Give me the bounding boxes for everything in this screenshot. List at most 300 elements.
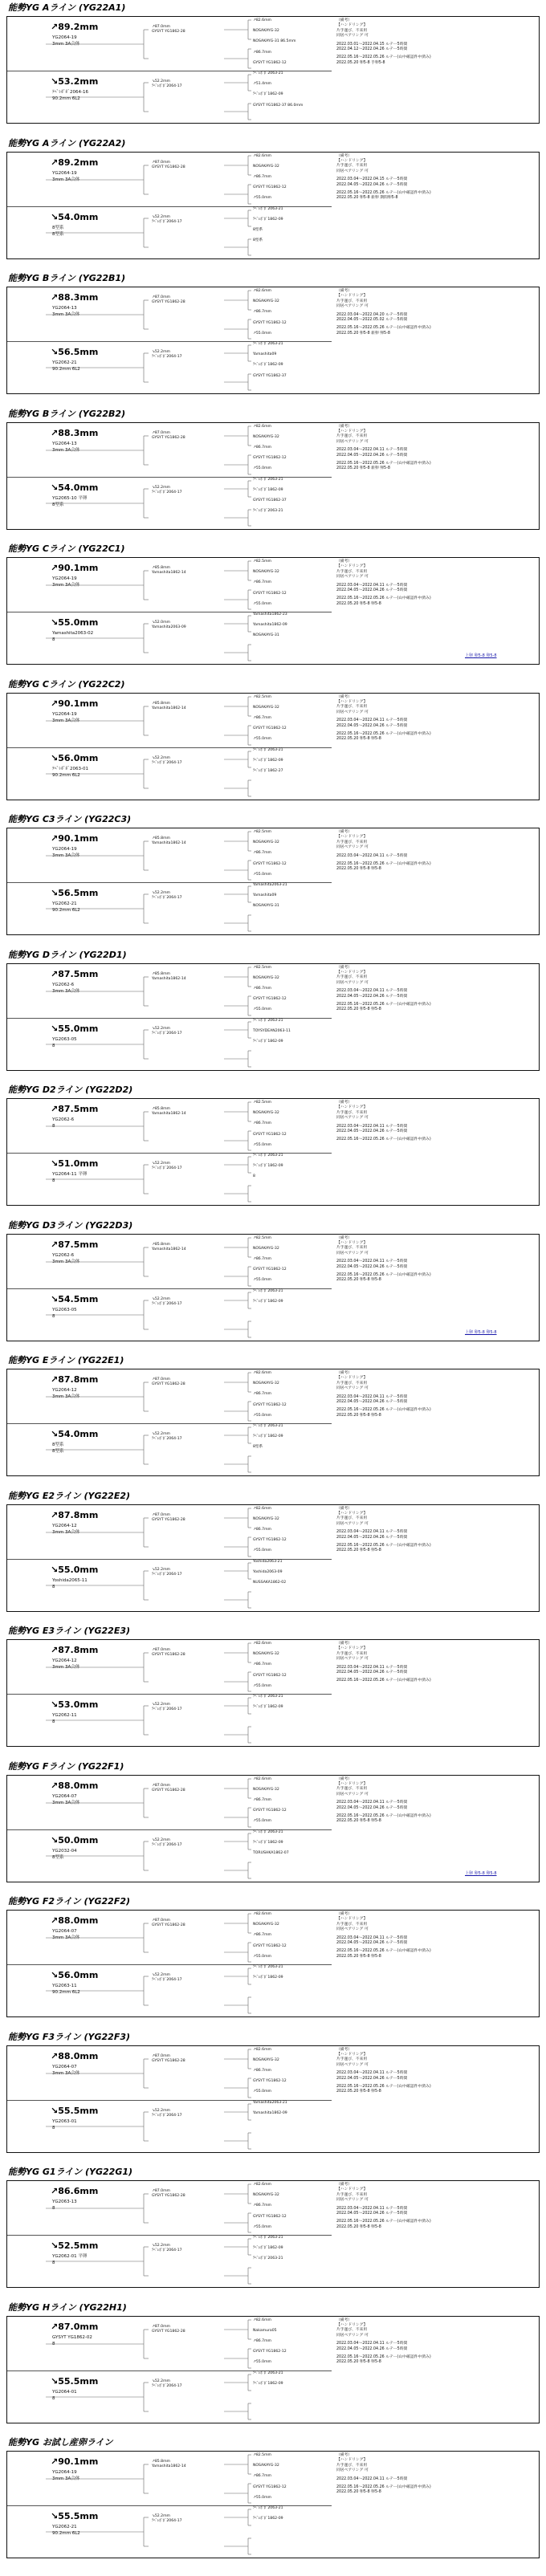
history-line: 2022.05.20 卵5-8 新卵 卵5-8 xyxy=(336,331,390,336)
ancestor-line: GYSYT YG1862-12 xyxy=(253,861,287,866)
lower-parent-size: ↘52.5mm xyxy=(51,2240,99,2251)
ancestor-column xyxy=(253,18,335,114)
ancestor-line: ↗55.0mm xyxy=(253,331,272,336)
info-line: YG2064-11 平卵 xyxy=(52,1172,88,1177)
info-line: ﾃﾍﾟﾚﾎﾟﾎﾞ2064-16 xyxy=(52,90,88,95)
ancestor-line: ﾃﾍﾟﾚﾎﾟﾎﾞ1862-09 xyxy=(253,1840,283,1845)
grandparent-line: ↗85.8mm xyxy=(152,836,171,840)
grandparent-line: ↗85.8mm xyxy=(152,1242,171,1247)
detail-link[interactable]: 上卵 卵5-8 卵5-8 xyxy=(465,653,497,658)
grandparent-upper xyxy=(152,1378,224,1387)
grandparent-line: GYSYT YG1862-28 xyxy=(152,165,185,169)
grandparent-line: ↗87.0mm xyxy=(152,1512,171,1517)
note-line: 【ハンドリング】 xyxy=(336,429,368,433)
grandparent-line: ↗87.0mm xyxy=(152,2189,171,2193)
notes-column xyxy=(336,1777,537,1825)
note-line: 【ハンドリング】 xyxy=(336,2052,368,2057)
line-section xyxy=(0,1623,546,1764)
info-line: 8 xyxy=(52,1719,55,1724)
grandparent-line: ﾃﾍﾟﾚﾎﾟﾎﾞ2064-17 xyxy=(152,355,182,360)
grandparent-line: ↗87.0mm xyxy=(152,2324,171,2329)
grandparent-line: ↗87.0mm xyxy=(152,295,171,299)
ancestor-line: GYSYT YG1862-12 xyxy=(253,2079,287,2084)
ancestor-line: NOSAKAYG-32 xyxy=(253,1111,279,1116)
history-line: 2022.05.20 卵5-8 卵5-8 xyxy=(336,867,381,872)
info-line: 3mm 3A合体 xyxy=(52,1529,80,1535)
history-line: 2022.03.04〜2022.04.11 ルテー5時間 xyxy=(336,2206,408,2211)
history-line: 2022.04.05〜2022.04.26 ルテー5時間 xyxy=(336,2212,408,2216)
info-line: 3mm 3A合体 xyxy=(52,718,80,723)
upper-parent-info xyxy=(52,1387,79,1400)
ancestor-line: NOSAKAYG-32 xyxy=(253,705,279,710)
history-line: 2022.05.20 卵5-8 新卵 期間卵5-8 xyxy=(336,196,398,201)
ancestor-line: Nakamura05 xyxy=(253,2328,277,2333)
note-line: 同居ペアリング 可 xyxy=(336,1792,369,1797)
ancestor-column xyxy=(253,1236,335,1310)
grandparent-line: ↘52.2mm xyxy=(152,350,171,354)
ancestor-line: NOSAKAYG-31 xyxy=(253,904,279,909)
info-line: Yoshida2065-11 xyxy=(52,1577,88,1583)
note-line: 同居ペアリング 可 xyxy=(336,1657,369,1662)
upper-parent-size: ↗90.1mm xyxy=(51,563,99,573)
note-line: （備考） xyxy=(336,2453,352,2457)
note-line: （備考） xyxy=(336,2318,352,2322)
upper-parent-info xyxy=(52,1117,74,1129)
line-section xyxy=(0,1488,546,1630)
grandparent-lower xyxy=(152,1162,224,1171)
note-line: 同居ペアリング 可 xyxy=(336,710,369,714)
ancestor-column xyxy=(253,154,335,250)
ancestor-line: NOSAKAYG-32 xyxy=(253,1382,279,1386)
ancestor-line: 8型系 xyxy=(253,1445,263,1450)
notes-column xyxy=(336,18,537,66)
grandparent-line: ﾃﾍﾟﾚﾎﾟﾎﾞ2064-17 xyxy=(152,1166,182,1171)
pedigree-box xyxy=(6,152,540,259)
upper-parent-info xyxy=(52,35,79,47)
lower-parent-info xyxy=(52,2389,77,2402)
upper-parent-size: ↗89.2mm xyxy=(51,157,99,168)
history-line: 2022.05.16〜2022.05.26 ルテー(山中確認件中済み) xyxy=(336,2220,431,2224)
note-line: （備考） xyxy=(336,830,352,834)
note-line: 同居ペアリング 可 xyxy=(336,980,369,985)
lower-parent-size: ↘54.0mm xyxy=(51,211,99,222)
history-line: 2022.04.05〜2022.05.02 ルテー5時間 xyxy=(336,318,408,323)
upper-parent-size: ↗87.8mm xyxy=(51,1645,99,1655)
lower-parent-size: ↘55.0mm xyxy=(51,617,99,628)
pedigree-box xyxy=(6,557,540,665)
info-line: 8 xyxy=(52,2125,55,2130)
history-line: 2022.03.04〜2022.04.11 ルテー5時間 xyxy=(336,1260,408,1264)
lower-parent-size: ↘53.0mm xyxy=(51,1699,99,1710)
upper-parent-size: ↗88.3mm xyxy=(51,427,99,438)
upper-parent-size: ↗87.0mm xyxy=(51,2321,99,2332)
lower-parent-size: ↘56.5mm xyxy=(51,888,99,898)
note-line: 【ハンドリング】 xyxy=(336,699,368,704)
lower-parent-info xyxy=(52,360,80,372)
note-line: 片手運び、不来用 xyxy=(336,840,368,844)
ancestor-line: ↗82.6mm xyxy=(253,153,272,158)
note-line: 同居ペアリング 可 xyxy=(336,1386,369,1391)
ancestor-line: ﾃﾍﾟﾚﾎﾟﾎﾞ1862-09 xyxy=(253,1435,283,1439)
ancestor-line: NOSAKAYG-32 xyxy=(253,1516,279,1521)
history-line: 2022.04.05〜2022.04.26 ルテー5時間 xyxy=(336,1264,408,1269)
grandparent-line: GYSYT YG1862-28 xyxy=(152,2058,185,2063)
grandparent-line: ↘52.2mm xyxy=(152,1703,171,1707)
ancestor-line: Yoshida2063-09 xyxy=(253,1569,283,1574)
ancestor-line: ﾃﾍﾟﾚﾎﾟﾎﾞ1862-09 xyxy=(253,2246,283,2251)
note-line: 同居ペアリング 可 xyxy=(336,1521,369,1526)
ancestor-line: GYSYT YG1862-12 xyxy=(253,726,287,731)
pedigree-box xyxy=(6,2451,540,2558)
grandparent-line: ↗87.0mm xyxy=(152,160,171,165)
ancestor-line: ↗82.6mm xyxy=(253,1506,272,1511)
history-line: 2022.05.20 卵5-8 新卵 卵5-8 xyxy=(336,466,390,471)
upper-parent-size: ↗88.0mm xyxy=(51,1780,99,1791)
ancestor-line: NOSAKAYG-32 xyxy=(253,2464,279,2468)
note-line: 同居ペアリング 可 xyxy=(336,2198,369,2203)
history-line: 2022.05.16〜2022.05.26 ルテー(山中確認件中済み) xyxy=(336,2354,431,2359)
history-line: 2022.05.20 卵5-8 卵5-8 xyxy=(336,1413,381,1418)
ancestor-line: GYSYT YG1862-12 xyxy=(253,1268,287,1272)
lower-parent-size: ↘56.0mm xyxy=(51,1970,99,1980)
note-line: 【ハンドリング】 xyxy=(336,23,368,28)
upper-parent-info xyxy=(52,305,79,318)
ancestor-line: ↗86.7mm xyxy=(253,2204,272,2208)
ancestor-line: ﾃﾍﾟﾚﾎﾟﾎﾞ2063-21 xyxy=(253,1288,283,1293)
info-line: YG2064-01 xyxy=(52,2389,77,2395)
info-line: 8型系 xyxy=(52,1854,64,1860)
history-line: 2022.03.04〜2022.04.11 ルテー5時間 xyxy=(336,583,408,588)
ancestor-line: ﾃﾍﾟﾚﾎﾟﾎﾞ2063-21 xyxy=(253,71,283,76)
ancestor-line: ↗82.5mm xyxy=(253,1101,272,1105)
lower-parent-size: ↘53.2mm xyxy=(51,76,99,87)
info-line: 8型系 xyxy=(52,231,64,237)
ancestor-line: ↗82.5mm xyxy=(253,560,272,564)
section-title: 能勢YG E3ライン (YG22E3) xyxy=(8,1626,131,1636)
ancestor-line: ↗55.0mm xyxy=(253,737,272,742)
note-line: 同居ペアリング 可 xyxy=(336,1927,369,1932)
history-line: 2022.05.20 卵5-8 卵5-8 xyxy=(336,1954,381,1959)
grandparent-line: ↗87.0mm xyxy=(152,1919,171,1923)
note-line: 同居ペアリング 可 xyxy=(336,439,369,444)
history-line: 2022.03.04〜2022.04.11 ルテー5時間 xyxy=(336,1124,408,1129)
grandparent-line: ↗85.8mm xyxy=(152,701,171,706)
note-line: （備考） xyxy=(336,1506,352,1511)
ancestor-line: ↗86.7mm xyxy=(253,2068,272,2073)
ancestor-line: GYSYT YG1862-12 xyxy=(253,1673,287,1678)
grandparent-upper xyxy=(152,1648,224,1658)
section-title: 能勢YG Eライン (YG22E1) xyxy=(8,1355,124,1365)
ancestor-column xyxy=(253,560,335,645)
history-line: 2022.03.04〜2022.04.11 ルテー5時間 xyxy=(336,1935,408,1940)
ancestor-line: ↗55.0mm xyxy=(253,1007,272,1012)
ancestor-line: NOSAKAYG-31 86.5mm xyxy=(253,39,296,44)
section-title: 能勢YG D2ライン (YG22D2) xyxy=(8,1085,133,1095)
grandparent-upper xyxy=(152,25,224,35)
section-title: 能勢YG お試し産卵ライン xyxy=(8,2437,113,2448)
note-line: （備考） xyxy=(336,153,352,158)
grandparent-line: Yamashita1862-14 xyxy=(152,841,186,846)
history-line: 2022.05.16〜2022.05.26 ルテー(山中確認件中済み) xyxy=(336,1949,431,1954)
history-line: 2022.04.05〜2022.04.26 ルテー5時間 xyxy=(336,2346,408,2351)
note-line: 【ハンドリング】 xyxy=(336,1105,368,1110)
line-section xyxy=(0,541,546,682)
ancestor-line: ↗86.7mm xyxy=(253,445,272,450)
ancestor-line: ↗55.0mm xyxy=(253,1413,272,1418)
grandparent-line: ↘52.2mm xyxy=(152,1296,171,1301)
info-line: 8 xyxy=(52,2206,55,2211)
note-line: （備考） xyxy=(336,1776,352,1781)
ancestor-column xyxy=(253,289,335,385)
ancestor-line: ﾃﾍﾟﾚﾎﾟﾎﾞ1862-09 xyxy=(253,1164,283,1169)
notes-column xyxy=(336,830,537,873)
notes-column xyxy=(336,2183,537,2230)
grandparent-line: ﾃﾍﾟﾚﾎﾟﾎﾞ2064-17 xyxy=(152,1707,182,1712)
upper-parent-info xyxy=(52,1252,79,1265)
note-line: 同居ペアリング 可 xyxy=(336,34,369,39)
grandparent-line: ↘52.2mm xyxy=(152,2514,171,2518)
info-line: 90.2mm 6L2 xyxy=(52,908,80,913)
notes-column xyxy=(336,2318,537,2366)
grandparent-line: ﾃﾍﾟﾚﾎﾟﾎﾞ2064-17 xyxy=(152,1978,182,1983)
history-line: 2022.04.05〜2022.04.26 ルテー5時間 xyxy=(336,1671,408,1675)
info-line: 3mm 3A合体 xyxy=(52,1394,80,1399)
grandparent-line: ﾃﾍﾟﾚﾎﾟﾎﾞ2064-17 xyxy=(152,2519,182,2524)
section-title: 能勢YG D3ライン (YG22D3) xyxy=(8,1219,133,1231)
ancestor-column xyxy=(253,425,335,520)
info-line: 3mm 3A合体 xyxy=(52,853,80,858)
info-line: YG2062-21 xyxy=(52,360,77,365)
ancestor-line: ↗82.6mm xyxy=(253,2318,272,2322)
line-section xyxy=(0,1353,546,1494)
info-line: 3mm 3A合体 xyxy=(52,177,80,182)
pedigree-box xyxy=(6,1504,540,1612)
info-line: YG2063-05 xyxy=(52,1307,77,1312)
info-line: 3mm 3A合体 xyxy=(52,583,80,588)
grandparent-upper xyxy=(152,836,224,846)
note-line: （備考） xyxy=(336,424,352,429)
lower-parent-size: ↘50.0mm xyxy=(51,1834,99,1846)
history-line: 2022.05.16〜2022.05.26 ルテー(山中確認件中済み) xyxy=(336,2084,431,2089)
info-line: 8 xyxy=(52,2395,55,2401)
info-line: YG2062-6 xyxy=(52,1117,75,1122)
grandparent-upper xyxy=(152,1784,224,1793)
ancestor-line: ↗82.6mm xyxy=(253,1371,272,1375)
info-line: YG2063-05 xyxy=(52,1036,77,1042)
history-line: 2022.05.20 卵5-8 卵5-8 xyxy=(336,1278,381,1283)
info-line: YG2064-19 xyxy=(52,847,77,852)
history-line: 2022.04.05〜2022.04.26 ルテー5時間 xyxy=(336,994,408,999)
note-line: （備考） xyxy=(336,2183,352,2187)
info-line: 8 xyxy=(52,1584,55,1589)
grandparent-lower xyxy=(152,756,224,766)
info-line: 3mm 3A合体 xyxy=(52,2070,80,2076)
upper-parent-info xyxy=(52,2469,79,2482)
info-line: YG2062-11 xyxy=(52,1713,77,1718)
grandparent-line: ↘52.2mm xyxy=(152,1973,171,1977)
info-line: YG2064-12 xyxy=(52,1388,77,1393)
history-line: 2022.03.04〜2022.04.11 ルテー5時間 xyxy=(336,718,408,723)
lower-parent-info xyxy=(52,1712,77,1725)
upper-parent-size: ↗90.1mm xyxy=(51,698,99,709)
detail-link[interactable]: 上卵 卵5-8 卵5-8 xyxy=(465,1329,497,1335)
ancestor-line: ﾃﾍﾟﾚﾎﾟﾎﾞ2063-21 xyxy=(253,2370,283,2375)
ancestor-line: ↗55.0mm xyxy=(253,1548,272,1553)
pedigree-box xyxy=(6,1234,540,1341)
history-line: 2022.05.20 卵5-8 卵5-8 xyxy=(336,1548,381,1553)
history-line: 2022.04.12〜2022.04.26 ルテー5時間 xyxy=(336,47,408,52)
ancestor-line: ↗82.6mm xyxy=(253,1642,272,1646)
notes-column xyxy=(336,1101,537,1143)
note-line: 片手運び、不来用 xyxy=(336,975,368,980)
lower-parent-info xyxy=(52,901,80,914)
ancestor-line: GYSYT YG1862-12 xyxy=(253,185,287,190)
ancestor-line: ↗86.7mm xyxy=(253,50,272,55)
ancestor-line: ﾃﾍﾟﾚﾎﾟﾎﾞ1862-09 xyxy=(253,363,283,368)
note-line: 【ハンドリング】 xyxy=(336,1646,368,1651)
line-section xyxy=(0,2029,546,2171)
grandparent-line: ↘52.2mm xyxy=(152,2108,171,2113)
info-line: GYSYT YG1862-02 xyxy=(52,2334,92,2340)
note-line: 片手運び、不来用 xyxy=(336,2463,368,2468)
ancestor-line: NOSAKAYG-32 xyxy=(253,434,279,439)
ancestor-line: GYSYT YG1862-12 xyxy=(253,2214,287,2219)
line-section xyxy=(0,1082,546,1223)
pedigree-box xyxy=(6,693,540,800)
ancestor-line: ﾃﾍﾟﾚﾎﾟﾎﾞ2063-21 xyxy=(253,747,283,752)
grandparent-lower xyxy=(152,1432,224,1442)
grandparent-line: ﾃﾍﾟﾚﾎﾟﾎﾞ2064-17 xyxy=(152,1301,182,1306)
ancestor-line: ↗82.5mm xyxy=(253,2453,272,2457)
ancestor-line: NOSAKAYG-32 xyxy=(253,1652,279,1657)
grandparent-lower xyxy=(152,1568,224,1577)
note-line: 片手運び、不来用 xyxy=(336,1787,368,1792)
ancestor-line: ↗86.7mm xyxy=(253,1527,272,1532)
upper-parent-size: ↗87.5mm xyxy=(51,1104,99,1114)
lower-parent-size: ↘56.5mm xyxy=(51,347,99,357)
lower-parent-size: ↘55.0mm xyxy=(51,1023,99,1034)
line-section xyxy=(0,271,546,412)
info-line: YG2064-12 xyxy=(52,1658,77,1663)
note-line: （備考） xyxy=(336,2047,352,2052)
ancestor-line: ↗55.0mm xyxy=(253,601,272,606)
grandparent-lower xyxy=(152,215,224,225)
line-section xyxy=(0,136,546,277)
pedigree-box xyxy=(6,828,540,935)
ancestor-line: ↗55.0mm xyxy=(253,872,272,877)
upper-parent-size: ↗88.0mm xyxy=(51,2050,99,2061)
section-title: 能勢YG Bライン (YG22B2) xyxy=(8,408,126,419)
line-section xyxy=(0,2164,546,2305)
ancestor-line: ↗86.7mm xyxy=(253,1933,272,1938)
note-line: 【ハンドリング】 xyxy=(336,1917,368,1922)
upper-parent-info xyxy=(52,1928,79,1941)
ancestor-line: GYSYT YG1862-12 xyxy=(253,2350,287,2354)
note-line: 【ハンドリング】 xyxy=(336,1511,368,1516)
line-section xyxy=(0,1759,546,1900)
info-line: 8 xyxy=(52,2341,55,2346)
notes-column xyxy=(336,1912,537,1959)
grandparent-line: ﾃﾍﾟﾚﾎﾟﾎﾞ2064-17 xyxy=(152,2383,182,2388)
detail-link[interactable]: 上卵 卵5-8 卵5-8 xyxy=(465,1870,497,1876)
upper-parent-size: ↗88.0mm xyxy=(51,1915,99,1926)
ancestor-column xyxy=(253,2183,335,2268)
note-line: 片手運び、不来用 xyxy=(336,164,368,169)
grandparent-upper xyxy=(152,431,224,441)
ancestor-line: ↗82.6mm xyxy=(253,1912,272,1916)
note-line: 片手運び、不来用 xyxy=(336,1516,368,1521)
grandparent-line: ↗85.8mm xyxy=(152,566,171,570)
ancestor-line: ﾃﾍﾟﾚﾎﾟﾎﾞ1862-09 xyxy=(253,217,283,222)
ancestor-line: ↗55.0mm xyxy=(253,2360,272,2365)
info-line: 3mm 3A合体 xyxy=(52,447,80,453)
history-line: 2022.05.16〜2022.05.26 ルテー(山中確認件中済み) xyxy=(336,1137,431,1142)
grandparent-lower xyxy=(152,79,224,89)
ancestor-line: ↗82.6mm xyxy=(253,18,272,22)
ancestor-line: ﾃﾍﾟﾚﾎﾟﾎﾞ1862-09 xyxy=(253,92,283,97)
ancestor-line: Yoshida2063-21 xyxy=(253,1559,283,1564)
info-line: 3mm 3A合体 xyxy=(52,42,80,47)
note-line: 【ハンドリング】 xyxy=(336,835,368,840)
lower-parent-size: ↘55.5mm xyxy=(51,2375,99,2387)
ancestor-line: 8 xyxy=(253,1174,255,1179)
lower-parent-size: ↘51.0mm xyxy=(51,1158,99,1169)
history-line: 2022.03.04〜2022.04.11 ルテー5時間 xyxy=(336,1665,408,1670)
grandparent-line: ↘52.2mm xyxy=(152,891,171,895)
ancestor-line: NOSAKAYG-32 xyxy=(253,29,279,34)
note-line: （備考） xyxy=(336,1642,352,1646)
info-line: YG2064-19 xyxy=(52,2470,77,2475)
info-line: YG2062-21 xyxy=(52,901,77,906)
ancestor-line: ﾃﾍﾟﾚﾎﾟﾎﾞ1862-09 xyxy=(253,1299,283,1304)
notes-column xyxy=(336,1236,537,1284)
notes-column xyxy=(336,695,537,743)
lower-parent-size: ↘54.0mm xyxy=(51,482,99,493)
lower-parent-info xyxy=(52,495,87,508)
grandparent-line: ﾃﾍﾟﾚﾎﾟﾎﾞ2064-17 xyxy=(152,2248,182,2253)
ancestor-column xyxy=(253,2318,335,2392)
ancestor-line: NOSAKAYG-31 xyxy=(253,633,279,638)
ancestor-line: GYSYT YG1862-12 xyxy=(253,591,287,596)
note-line: （備考） xyxy=(336,18,352,22)
ancestor-column xyxy=(253,1507,335,1592)
history-line: 2022.03.01〜2022.04.15 ルテー5時間 xyxy=(336,42,408,47)
grandparent-lower xyxy=(152,1703,224,1712)
upper-parent-info xyxy=(52,2064,79,2077)
grandparent-line: ↘52.0mm xyxy=(152,621,171,625)
ancestor-line: ﾃﾍﾟﾚﾎﾟﾎﾞ2063-21 xyxy=(253,1829,283,1834)
history-line: 2022.04.05〜2022.04.26 ルテー5時間 xyxy=(336,588,408,593)
history-line: 2022.04.05〜2022.04.26 ルテー5時間 xyxy=(336,1535,408,1540)
note-line: 片手運び、不来用 xyxy=(336,1651,368,1656)
history-line: 2022.04.05〜2022.04.26 ルテー5時間 xyxy=(336,453,408,458)
pedigree-box xyxy=(6,1098,540,1206)
ancestor-column xyxy=(253,695,335,780)
note-line: （備考） xyxy=(336,1912,352,1916)
info-line: 3mm 3A合体 xyxy=(52,1259,80,1264)
info-line: YG2064-07 xyxy=(52,1793,77,1799)
ancestor-line: ↗86.7mm xyxy=(253,715,272,720)
grandparent-line: GYSYT YG1862-28 xyxy=(152,435,185,440)
upper-parent-info xyxy=(52,170,79,183)
history-line: 2022.05.16〜2022.05.26 ルテー(山中確認件中済み) xyxy=(336,1272,431,1277)
ancestor-line: GYSYT YG1862-12 xyxy=(253,456,287,461)
info-line: YG2062-6 xyxy=(52,982,75,987)
grandparent-line: ﾃﾍﾟﾚﾎﾟﾎﾞ2064-17 xyxy=(152,1842,182,1847)
upper-parent-size: ↗90.1mm xyxy=(51,833,99,844)
history-line: 2022.04.05〜2022.04.26 ルテー5時間 xyxy=(336,182,408,187)
line-section xyxy=(0,2300,546,2441)
